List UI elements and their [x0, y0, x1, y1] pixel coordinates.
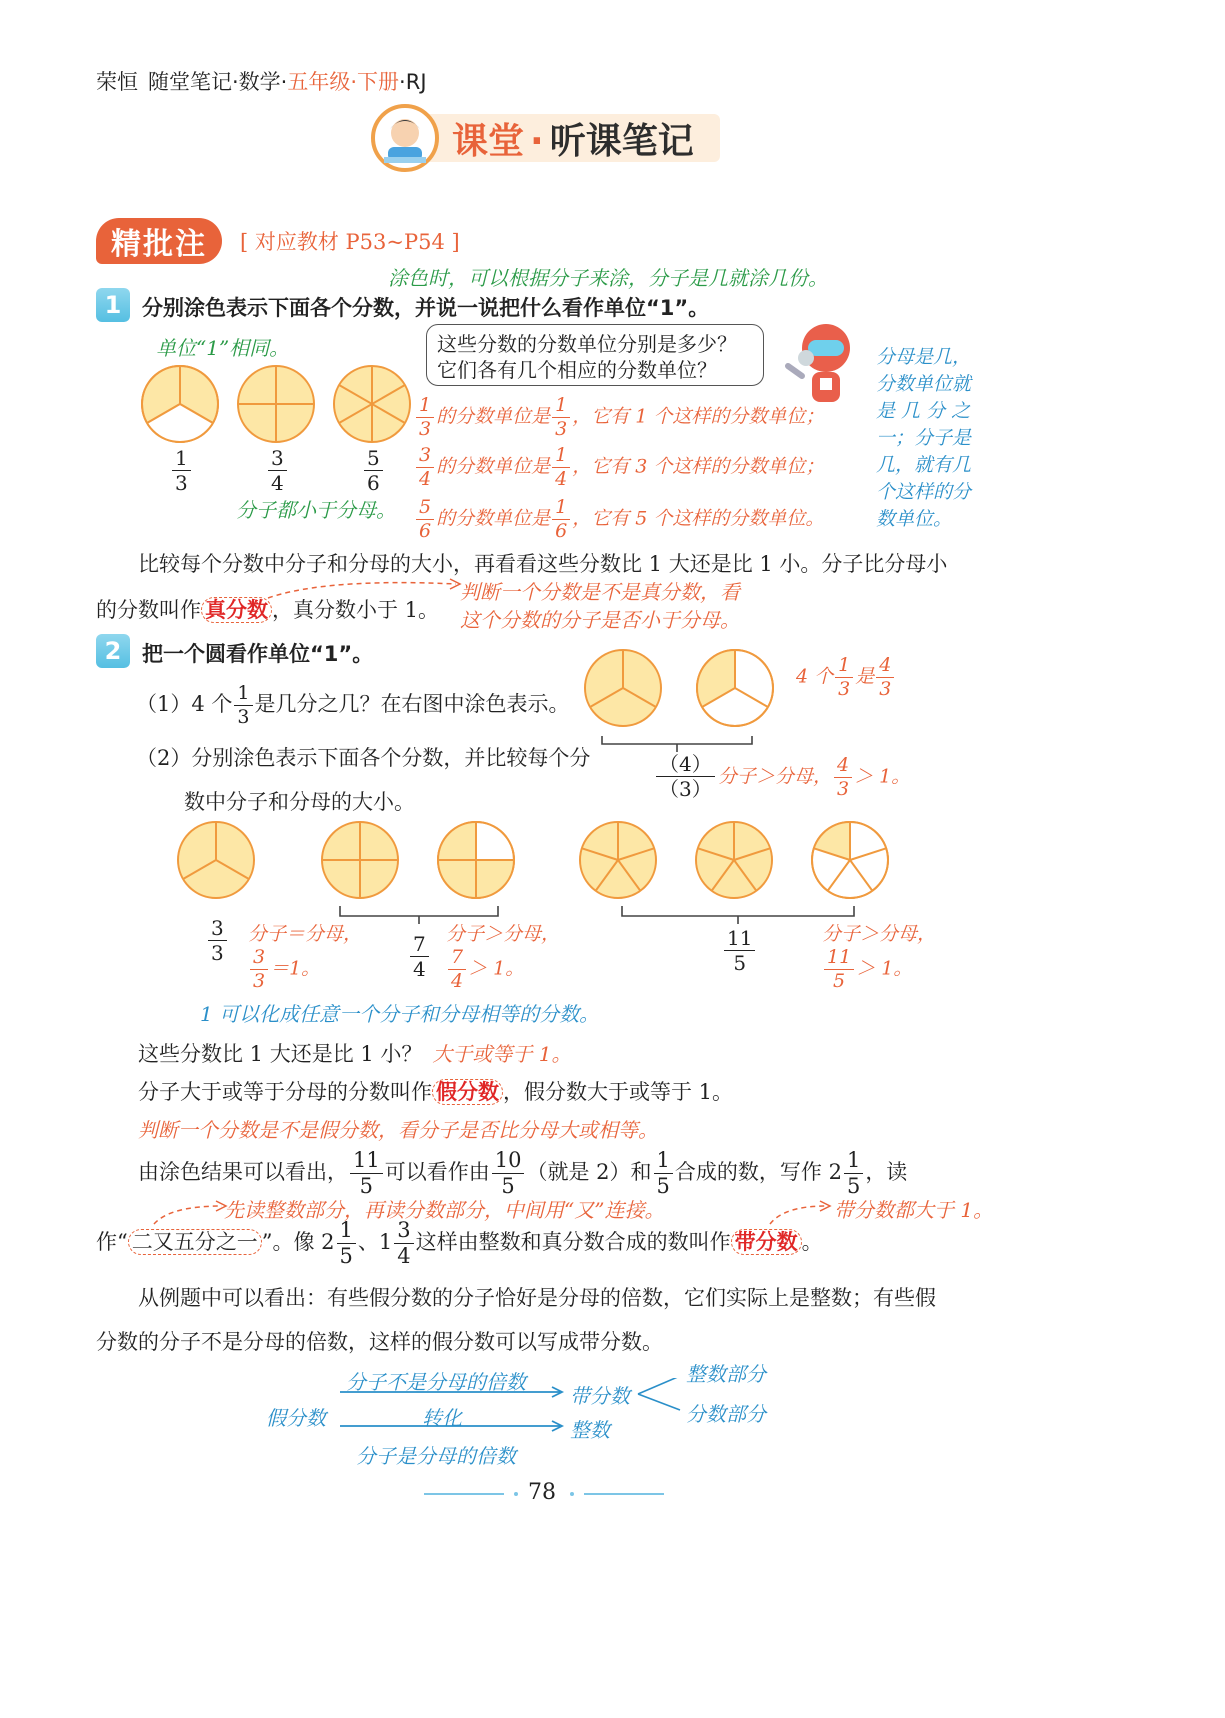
- diagram-mid-label: 转化: [422, 1406, 462, 1430]
- q2-question-line: 这些分数比 1 大还是比 1 小？ 大于或等于 1。: [138, 1042, 572, 1066]
- edition: ·RJ: [399, 70, 427, 94]
- q2-compare-note: 分子＞分母， $\frac{4}{3}$ ＞ 1。: [718, 754, 911, 800]
- q1-fraction-2: $\frac{3}{4}$: [266, 448, 289, 493]
- read-note: 先读整数部分，再读分数部分，中间用“又”连接。: [224, 1198, 665, 1222]
- answer-row-3: $\frac{5}{6}$ 的分数单位是 $\frac{1}{6}$ ，它有 5 个这样的分数单位。: [414, 498, 824, 541]
- bubble-line-2: 它们各有几个相应的分数单位？: [437, 358, 717, 382]
- q1-paragraph-2: 的分数叫作 真分数 ，真分数小于 1。: [96, 598, 440, 622]
- diagram-mixed: 带分数: [570, 1384, 630, 1408]
- q1-fraction-1: $\frac{1}{3}$: [170, 448, 193, 493]
- mixed-intro: 由涂色结果可以看出， $\frac{11}{5}$ 可以看作由 $\frac{10}{5}$ （就是 2）和 $\frac{1}{5}$ 合成的数，写作 2 $\frac{1}{5}$ ，读: [138, 1148, 908, 1198]
- bubble-line-1: 这些分数的分数单位分别是多少？: [437, 332, 737, 356]
- q2-part-1: （1）4 个 $\frac{1}{3}$ 是几分之几？在右图中涂色表示。: [136, 682, 570, 728]
- q1-title: 分别涂色表示下面各个分数，并说一说把什么看作单位“1”。: [142, 296, 710, 320]
- mixed-note: 带分数都大于 1。: [834, 1198, 994, 1222]
- banner-title-b: 听课笔记: [549, 121, 694, 162]
- q2-question-answer: 大于或等于 1。: [432, 1042, 572, 1066]
- diagram-part-fraction: 分数部分: [686, 1402, 766, 1426]
- pie-sixths: [334, 366, 410, 442]
- section-banner: [372, 108, 722, 168]
- group-3-note: 分子＞分母， $\frac{11}{5}$ ＞ 1。: [822, 923, 937, 992]
- section-badge: 精批注: [96, 218, 222, 264]
- pie-quarters: [238, 366, 314, 442]
- banner-title-a: 课堂: [452, 121, 525, 162]
- textbook-reference: [ 对应教材 P53~P54 ]: [240, 230, 460, 254]
- q2-title: 把一个圆看作单位“1”。: [142, 642, 374, 666]
- brand: 荣恒: [96, 70, 138, 94]
- q1-number: 1: [96, 288, 130, 322]
- q1-top-note: 涂色时，可以根据分子来涂，分子是几就涂几份。: [388, 266, 828, 290]
- q2-part-2-line-2: 数中分子和分母的大小。: [184, 790, 415, 814]
- q1-paragraph-1: 比较每个分数中分子和分母的大小，再看看这些分数比 1 大还是比 1 小。分子比分母小: [138, 552, 948, 576]
- diagram-part-integer: 整数部分: [686, 1362, 766, 1386]
- q2-number: 2: [96, 634, 130, 668]
- numerator-note: 分子都小于分母。: [236, 498, 396, 522]
- dashed-arrow-1: [266, 574, 466, 604]
- read-term: 二又五分之一: [128, 1229, 262, 1255]
- q2-definition: 分子大于或等于分母的分数叫作 假分数 ，假分数大于或等于 1。: [138, 1080, 734, 1104]
- q2-right-pies: [580, 644, 780, 754]
- pie-fifths-3: [812, 822, 888, 898]
- pie-fifths-2: [696, 822, 772, 898]
- diagram-integer: 整数: [570, 1418, 610, 1442]
- group-1-fraction: $\frac{3}{3}$: [206, 918, 229, 963]
- q1-fraction-3: $\frac{5}{6}$: [362, 448, 385, 493]
- judge-note-proper-1: 判断一个分数是不是真分数，看: [460, 580, 740, 604]
- series: 随堂笔记·数学·: [148, 70, 288, 94]
- q2-blank-fraction: $\frac{(4)}{(3)}$: [654, 754, 717, 799]
- student-avatar-icon: [370, 103, 440, 173]
- group-3-fraction: $\frac{11}{5}$: [722, 928, 757, 973]
- answer-row-2: $\frac{3}{4}$ 的分数单位是 $\frac{1}{4}$ ，它有 3 个这样的分数单位；: [414, 446, 824, 489]
- read-line: 作“ 二又五分之一 ”。像 2 $\frac{1}{5}$ 、1 $\frac{3}{4}$ 这样由整数和真分数合成的数叫作 带分数 。: [96, 1218, 823, 1268]
- page-number: 78: [528, 1480, 556, 1505]
- side-note: 分母是几， 分数单位就 是 几 分 之 一；分子是 几，就有几 个这样的分 数单位。: [876, 346, 972, 530]
- term-mixed-number: 带分数: [731, 1229, 802, 1255]
- diagram-top-label: 分子不是分母的倍数: [346, 1370, 526, 1394]
- one-note: 1 可以化成任意一个分子和分母相等的分数。: [200, 1002, 600, 1026]
- pie-thirds: [142, 366, 218, 442]
- banner-dot: ·: [530, 121, 544, 162]
- diagram-improper: 假分数: [266, 1406, 326, 1430]
- judge-note-proper-2: 这个分数的分子是否小于分母。: [460, 608, 740, 632]
- q2-part-2-line-1: （2）分别涂色表示下面各个分数，并比较每个分: [136, 746, 591, 770]
- group-2-note: 分子＞分母， $\frac{7}{4}$ ＞ 1。: [446, 923, 561, 992]
- robot-icon: [776, 318, 866, 408]
- grade: 五年级·下册: [287, 70, 400, 94]
- pie-fifths-1: [580, 822, 656, 898]
- group-2-fraction: $\frac{7}{4}$: [408, 934, 431, 979]
- unit-note: 单位“1”相同。: [156, 336, 290, 360]
- summary-line-2: 分数的分子不是分母的倍数，这样的假分数可以写成带分数。: [96, 1330, 663, 1354]
- term-improper-fraction: 假分数: [432, 1079, 503, 1105]
- speech-bubble: [426, 324, 764, 386]
- q2-right-note: 4 个 $\frac{1}{3}$ 是 $\frac{4}{3}$: [796, 656, 896, 699]
- term-proper-fraction: 真分数: [201, 597, 272, 623]
- judge-note-improper: 判断一个分数是不是假分数，看分子是否比分母大或相等。: [138, 1118, 658, 1142]
- page-header: [96, 66, 427, 96]
- summary-line-1: 从例题中可以看出：有些假分数的分子恰好是分母的倍数，它们实际上是整数；有些假: [138, 1286, 936, 1310]
- answer-row-1: $\frac{1}{3}$ 的分数单位是 $\frac{1}{3}$ ，它有 1 个这样的分数单位；: [414, 396, 824, 439]
- q1-pies: [136, 360, 426, 450]
- diagram-bottom-label: 分子是分母的倍数: [356, 1444, 516, 1468]
- group-1-note: 分子＝分母， $\frac{3}{3}$ ＝1。: [248, 923, 363, 992]
